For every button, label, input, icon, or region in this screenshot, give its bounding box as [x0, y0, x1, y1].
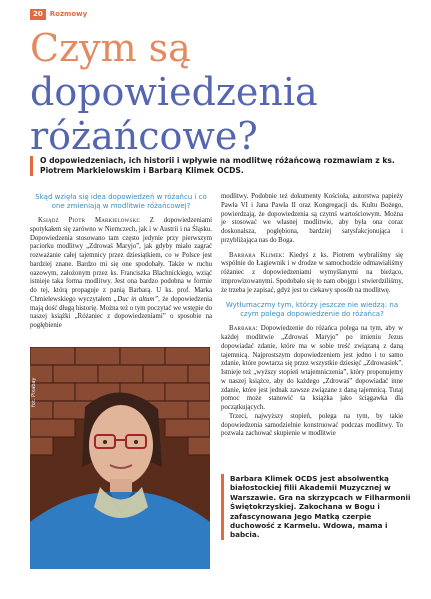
interview-question-2: Wytłumaczmy tym, którzy jeszcze nie wiedzą: na czym polega dopowiedzenie do różańca?	[225, 301, 399, 319]
speaker-name-2: Barbara Klimek:	[229, 251, 285, 259]
speaker-name: Ksiądz Piotr Markielowski:	[38, 217, 141, 224]
author-bio-box: Barbara Klimek OCDS jest absolwentką białostockiej filii Akademii Muzycznej w Warszawie. Gra na skrzypcach w Filharmonii Świętokrzyskiej. Zakochana w Bogu i zafascynowana Jego Matką czerpie duchowość z Karmelu. Wdowa, mama i babcia.	[221, 474, 412, 540]
title-line-1: Czym są	[30, 26, 191, 70]
answer-text-2: Kiedyś z ks. Piotrem wybraliśmy się wspólnie do Łagiewnik i w drodze w samochodzie odmawialiśmy różaniec z dopowiedzeniami wymyślanymi na bieżąco, improwizowanymi. Spodobało się to nam obojgu i stwierdziliśmy, że trzeba je zapisać, gdyż jest to ciekawy sposób na modlitwę.	[221, 251, 403, 294]
answer-text-cont: , że dopowiedzenia mają dość długą historię. Można też o tym poczytać we wstępie do naszej książki „Różaniec z dopowiedzeniami” o sposobie na pogłębienie	[30, 295, 212, 329]
answer-paragraph-4: Trzeci, najwyższy stopień, polega na tym, by takie dopowiedzenia samodzielnie konstruować podczas modlitwy. To pozwala zachować skupienie w modlitwie	[221, 412, 403, 438]
answer-text: Z dopowiedzeniami spotykałem się zarówno w Niemczech, jak i w Austrii i na Śląsku. Dopowiedzenia stosowano tam często jedynie przy pierwszym paciorku modlitwy „Zdrowaś Maryjo”, jak gdyby miało zagrać rozważanie całej tajemnicy przez dziesiątkiem, co w Polsce jest bardziej znane. Bardzo mi się one spodobały. Także w ruchu oazowym, założonym przez ks. Franciszka Blachnickiego, wziąć istnieje taka forma modlitwy. Jest ona bardzo podobna w formie do tej, którą propaguje z panią Barbarą. U ks. prof. Marka Chmielewskiego wyczytałem	[30, 217, 213, 303]
lead-paragraph: O dopowiedzeniach, ich historii i wpływie na modlitwę różańcową rozmawiam z ks. Piotrem Markielowskim i Barbarą Klimek OCDS.	[30, 156, 415, 176]
article-title	[30, 26, 318, 158]
page-header	[30, 9, 87, 20]
page-number: 20	[30, 9, 46, 20]
portrait-photo	[30, 347, 210, 569]
portrait-illustration	[30, 347, 210, 569]
title-line-3: różańcowe?	[30, 114, 258, 158]
section-label: Rozmowy	[49, 10, 88, 18]
answer-paragraph	[30, 217, 212, 331]
continued-paragraph: modlitwy. Podobnie też dokumenty Kościoła, autorstwa papieży Pawła VI i Jana Pawła II oraz Kongregacji ds. Kultu Bożego, powierdzają, że dopowiedzenia są czymś wartościowym. Można je stosować we własnej modlitwie, aby była ona coraz doskonalsza, pogłębiona, bardziej satysfakcjonująca i przybliżająca nas do Boga.	[221, 193, 403, 244]
column-left	[30, 193, 212, 331]
answer-text-3: Dopowiedzenie do różańca polega na tym, aby w każdej modlitwie „Zdrowaś Maryjo” po imieniu Jezus dopowiadać zdanie, które ma w sobie treść związaną z daną tajemnicą. Najprostszym dopowiedzeniem jest jedno i to samo zdanie, które powtarza się przez wszystkie dziesięć „Zdrowasiek”. Istnieje też „wyższy stopień wtajemniczenia”, który proponujemy w naszej książce, aby do każdego „Zdrowaś” dopowiadać inne zdanie, które jest jednak zawsze związane z daną tajemnicą. Tutaj pomoc może stanowić ta książka jako ściągawka dla początkujących.	[221, 325, 404, 411]
column-right	[221, 193, 403, 439]
answer-paragraph-3	[221, 325, 403, 413]
title-line-2: dopowiedzenia	[30, 70, 318, 114]
photo-credit: fot. Pixabay	[31, 377, 37, 407]
book-title: „Duc in altum”	[113, 295, 159, 303]
answer-paragraph-2	[221, 252, 403, 296]
speaker-name-3: Barbara:	[229, 325, 258, 333]
interview-question-1: Skąd wzięła się idea dopowiedzeń w różańcu i co one zmieniają w modlitwie różańcowej?	[35, 193, 207, 210]
